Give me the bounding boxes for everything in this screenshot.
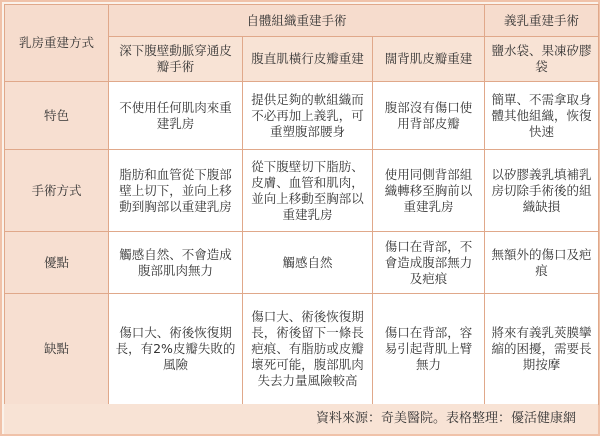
table-cell: 無額外的傷口及疤痕	[485, 232, 599, 294]
row-header: 手術方式	[5, 150, 109, 232]
table-cell: 將來有義乳莢膜攣縮的困擾，需要長期按摩	[485, 294, 599, 405]
group-header-autologous: 自體組織重建手術	[109, 5, 485, 37]
row-header: 缺點	[5, 294, 109, 405]
corner-header: 乳房重建方式	[5, 5, 109, 82]
group-header-row	[5, 5, 599, 37]
column-header: 鹽水袋、果凍矽膠袋	[485, 37, 599, 82]
table-cell: 提供足夠的軟組織而不必再加上義乳，可重塑腹部腰身	[243, 82, 373, 150]
table-cell: 觸感自然	[243, 232, 373, 294]
table-cell: 腹部沒有傷口使用背部皮瓣	[373, 82, 485, 150]
breast-reconstruction-table	[4, 4, 599, 405]
table-row-advantages	[5, 232, 599, 294]
table-cell: 傷口在背部，容易引起背肌上臂無力	[373, 294, 485, 405]
group-header-implant: 義乳重建手術	[485, 5, 599, 37]
table-cell: 觸感自然、不會造成腹部肌肉無力	[109, 232, 243, 294]
column-header: 闊背肌皮瓣重建	[373, 37, 485, 82]
table-cell: 不使用任何肌肉來重建乳房	[109, 82, 243, 150]
table-cell: 傷口在背部，不會造成腹部無力及疤痕	[373, 232, 485, 294]
row-header: 特色	[5, 82, 109, 150]
table-row-method	[5, 150, 599, 232]
table-cell: 傷口大、術後恢復期長，術後留下一條長疤痕、有脂肪或皮瓣壞死可能，腹部肌肉失去力量風險較高	[243, 294, 373, 405]
row-header: 優點	[5, 232, 109, 294]
table-cell: 從下腹壁切下脂肪、皮膚、血管和肌肉，並向上移動至胸部以重建乳房	[243, 150, 373, 232]
table-cell: 脂肪和血管從下腹部壁上切下，並向上移動到胸部以重建乳房	[109, 150, 243, 232]
table-cell: 以矽膠義乳填補乳房切除手術後的組織缺損	[485, 150, 599, 232]
table-cell: 使用同側背部組織轉移至胸前以重建乳房	[373, 150, 485, 232]
column-header: 深下腹壁動脈穿通皮瓣手術	[109, 37, 243, 82]
source-footer: 資料來源：奇美醫院。表格整理：優活健康網	[4, 404, 598, 434]
column-header: 腹直肌橫行皮瓣重建	[243, 37, 373, 82]
table-cell: 傷口大、術後恢復期長，有2%皮瓣失敗的風險	[109, 294, 243, 405]
table-row-disadvantages	[5, 294, 599, 405]
table-cell: 簡單、不需拿取身體其他組織，恢復快速	[485, 82, 599, 150]
table-row-features	[5, 82, 599, 150]
